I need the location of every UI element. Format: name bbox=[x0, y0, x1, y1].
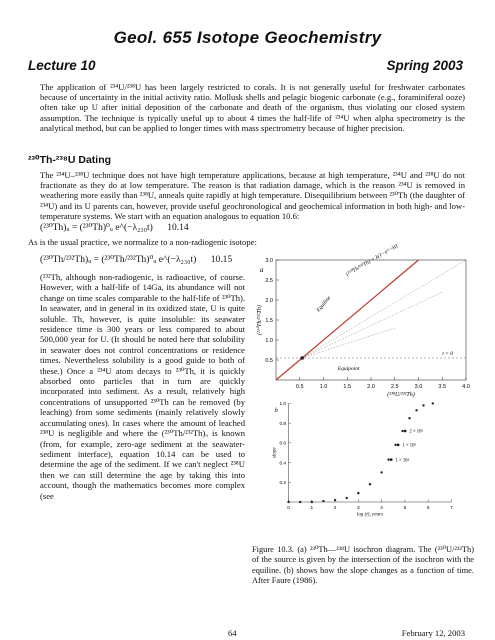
y-tick-label: 0.4 bbox=[279, 460, 286, 466]
chart-annotation: (²³⁰Th/²³²Th) = λ(1−e^−λt) bbox=[345, 243, 400, 278]
point-label: 1 × 10⁵ bbox=[402, 443, 417, 449]
chart-annotation: Equiline bbox=[315, 295, 333, 314]
equipoint-marker bbox=[300, 356, 304, 360]
x-axis-label: log (t), years bbox=[356, 511, 384, 518]
x-tick-label: 3.0 bbox=[414, 384, 423, 390]
intro-paragraph: The application of ²³⁴U/²³⁸U has been largely restricted to corals. It is not generally useful for freshwater carbonates because of uncertainty in the initial activity ratio. Mollusk shells and pelagic biogenic carbonate (e.g., foraminiferal ooze) often take up U after initial deposition of the carbonate and death of the organism, thus violating our closed system assumption. The technique is typically useful up to about 4 times the half-life of ²³⁴U when alpha spectrometry is the analytical method, but can be applied to longer times with mass spectrometry because of higher precision. bbox=[40, 82, 465, 133]
point-label: 1 × 10⁴ bbox=[395, 458, 410, 464]
y-axis-label: (²³⁰Th/²³²Th) bbox=[257, 305, 263, 335]
data-point bbox=[287, 501, 289, 503]
x-tick-label: 6 bbox=[426, 504, 430, 510]
x-tick-label: 0.5 bbox=[295, 384, 304, 390]
point-label: 2 × 10⁵ bbox=[409, 429, 424, 435]
data-point bbox=[422, 404, 424, 406]
x-tick-label: 1.0 bbox=[319, 384, 328, 390]
x-tick-label: 0 bbox=[287, 504, 290, 510]
x-tick-label: 2.0 bbox=[367, 384, 375, 390]
data-point bbox=[415, 409, 417, 411]
section-paragraph: The ²³⁴U–²³⁸U technique does not have high temperature applications, because at high temperature, ²³⁴U and ²³⁸U do not fractionate as they do at low temperature. The reason is that radiation damage, which is the reason ²³⁴U is removed in weathering more easily than ²³⁸U, anneals quite rapidly at high temperature. Disequilibrium between ²³⁰Th (the daughter of ²³⁴U) and its U parents can, however, provide useful geochronological and geochemical information in both high- and low-temperature systems. We start with an equation analogous to equation 10.6: bbox=[40, 170, 465, 221]
lecture-label: Lecture 10 bbox=[28, 58, 96, 73]
isochron-line bbox=[302, 260, 466, 358]
y-tick-label: 2.0 bbox=[265, 298, 273, 304]
labeled-point bbox=[390, 458, 393, 461]
y-tick-label: 3.0 bbox=[265, 258, 273, 264]
isochron-chart bbox=[254, 243, 474, 398]
x-tick-label: 4.0 bbox=[462, 384, 470, 390]
plot-frame bbox=[276, 260, 466, 380]
x-tick-label: 2.5 bbox=[390, 384, 399, 390]
equation-body: (²³⁰Th/²³²Th)ᵤ = (²³⁰Th/²³²Th)⁰ᵤ e^(−λ₂₃₀t) bbox=[40, 255, 197, 265]
labeled-point bbox=[404, 430, 407, 433]
data-point bbox=[357, 492, 359, 494]
x-axis-label: (²³⁸U/²³²Th) bbox=[387, 392, 415, 398]
labeled-point bbox=[397, 443, 400, 446]
y-axis-label: slope bbox=[271, 447, 278, 459]
y-tick-label: 1.0 bbox=[265, 338, 273, 344]
y-tick-label: 0.5 bbox=[265, 358, 273, 364]
x-tick-label: 3 bbox=[357, 504, 360, 510]
x-tick-label: 5 bbox=[403, 504, 407, 510]
y-tick-label: 1.5 bbox=[265, 318, 273, 324]
footer-date: February 12, 2003 bbox=[401, 628, 465, 638]
equation-10-15 bbox=[40, 254, 232, 265]
data-point bbox=[311, 501, 313, 503]
data-point bbox=[380, 471, 382, 473]
slope-chart bbox=[254, 400, 474, 520]
equation-10-14 bbox=[40, 222, 189, 233]
panel-label: a bbox=[260, 266, 264, 274]
x-tick-label: 3.5 bbox=[438, 384, 447, 390]
data-point bbox=[408, 417, 410, 419]
y-tick-label: 0.6 bbox=[279, 440, 286, 446]
x-tick-label: 7 bbox=[450, 504, 453, 510]
x-tick-label: 4 bbox=[380, 504, 383, 510]
data-point bbox=[346, 497, 348, 499]
data-point bbox=[369, 483, 371, 485]
data-point bbox=[401, 430, 403, 432]
y-tick-label: 0.8 bbox=[279, 420, 286, 426]
isochron-line bbox=[302, 328, 395, 358]
data-point bbox=[394, 444, 396, 446]
chart-annotation: t = 0 bbox=[442, 351, 453, 358]
chart-annotation: Equipoint bbox=[337, 366, 360, 372]
section-heading: ²³⁰Th-²³⁸U Dating bbox=[28, 154, 112, 166]
page-number: 64 bbox=[228, 628, 237, 638]
equation-number: 10.15 bbox=[210, 255, 233, 265]
x-tick-label: 1 bbox=[310, 504, 314, 510]
y-tick-label: 1.0 bbox=[279, 401, 286, 407]
equiline bbox=[276, 260, 419, 380]
page-title: Geol. 655 Isotope Geochemistry bbox=[113, 28, 382, 47]
y-tick-label: 2.5 bbox=[265, 278, 273, 284]
normalize-text: As is the usual practice, we normalize to a non-radiogenic isotope: bbox=[28, 237, 257, 247]
panel-label: b bbox=[274, 408, 278, 414]
equation-body: (²³⁰Th)ᵤ = (²³⁰Th)⁰ᵤ e^(−λ₂₃₀t) bbox=[40, 223, 153, 233]
equation-number: 10.14 bbox=[167, 223, 189, 233]
data-point bbox=[299, 501, 301, 503]
semester-label: Spring 2003 bbox=[386, 58, 463, 73]
data-point bbox=[322, 500, 324, 502]
data-point bbox=[334, 499, 336, 501]
data-point bbox=[432, 402, 434, 404]
x-tick-label: 1.5 bbox=[343, 384, 352, 390]
figure-caption: Figure 10.3. (a) ²³⁰Th—²³⁸U isochron diagram. The (²³⁰U/²³²Th) of the source is given by the intersection of the isochron with the equiline. (b) shows how the slope changes as a function of time. After Faure (1986). bbox=[252, 545, 474, 586]
x-tick-label: 2 bbox=[333, 504, 337, 510]
y-tick-label: 0.2 bbox=[279, 480, 286, 485]
left-column-text: (²³²Th, although non-radiogenic, is radioactive, of course. However, with a half-life of 14Ga, its abundance will not change on time scales comparable to the half-life of ²³⁰Th). In seawater, and in general in its oxidized state, U is quite soluble. Th, however, is quite insoluble: its seawater residence time is 300 years or less compared to about 500,000 year for U. (It should be noted here that solubility in seawater does not control concentrations or residence times. Nevertheless solubility is a good guide to both of these.) Once a ²³⁴U atom decays to ²³⁰Th, it is quickly absorbed onto particles that in turn are quickly incorporated into sediment. As a result, relatively high concentrations of unsupported ²³⁰Th can be removed (by leaching) from some sediments (mainly relatively slowly accumulating ones). In cases where the amount of leached ²³⁸U is negligible and where the (²³⁰Th/²³²Th)ᵤ is known (from, for example, zero-age sediment at the seawater-sediment interface), equation 10.14 can be used to determine the age of the sediment. If we can't neglect ²³⁸U then we can still determine the age by taking this into account, though the mathematics becomes more complex (see bbox=[40, 272, 245, 501]
data-point bbox=[387, 458, 389, 460]
